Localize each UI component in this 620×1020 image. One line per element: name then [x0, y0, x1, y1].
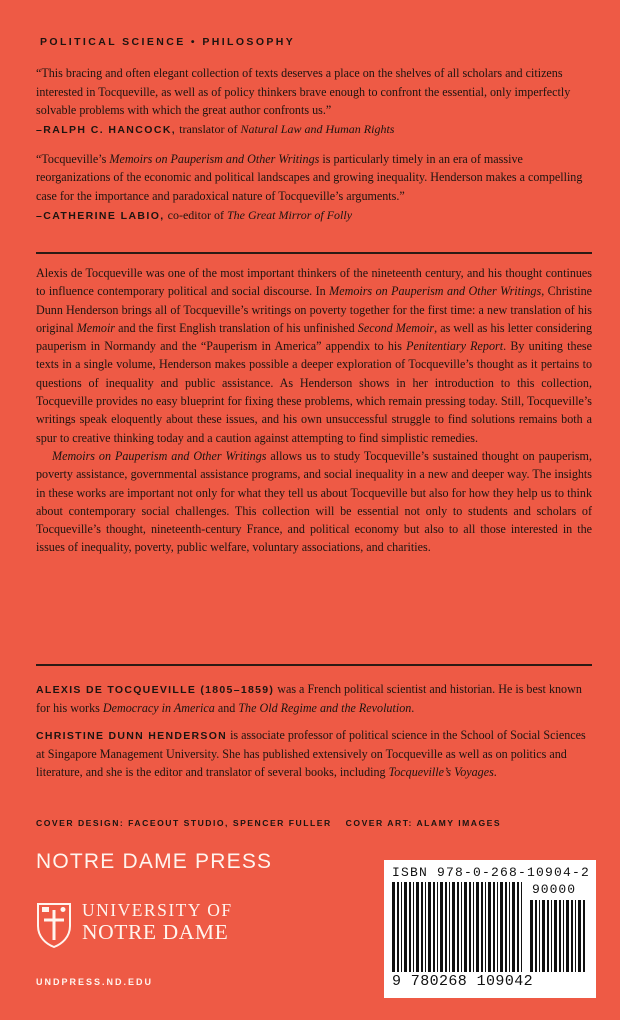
endorsement-quote: “This bracing and often elegant collection of texts deserves a place on the shelves of all scholars and citizens interested in Tocqueville, as well as of policy thinkers brave enough to confront the essential, only imperfectly solvable problems with which the great author confronts us.”: [36, 66, 571, 118]
bio-text: .: [411, 701, 415, 716]
cover-credits: [36, 818, 501, 828]
desc-text: , as well as his letter considering pauperism in Normandy and the “Pauperism in America” appendix to his: [36, 320, 592, 354]
endorser-role: translator of: [176, 121, 241, 136]
book-description: [36, 264, 592, 557]
university-line1: UNIVERSITY OF: [82, 900, 233, 920]
cover-design-credit: COVER DESIGN: FACEOUT STUDIO, SPENCER FULLER: [36, 818, 332, 828]
bio-text: and: [214, 701, 239, 716]
endorser-work: The Great Mirror of Folly: [226, 207, 353, 222]
desc-text: allows us to study Tocqueville’s sustained thought on pauperism, poverty assistance, governmental assistance programs, and social inequality in a new and deeper way. The insights in these works are important not only for what they tell us about Tocqueville but also for how they help us to think about contemporary social challenges. This collection will be essential not only to students and scholars of Tocqueville’s thought, nineteenth-century France, and political economy but also to all those interested in the issues of inequality, poverty, public welfare, voluntary associations, and charities.: [36, 448, 592, 555]
quote-book-title: Memoirs on Pauperism and Other Writings: [109, 151, 320, 166]
barcode-bars: [392, 882, 526, 972]
quote-text: “Tocqueville’s: [36, 151, 110, 166]
bio-text: was a French political scientist and historian. He is best known for his works: [36, 682, 582, 716]
desc-text: and the first English translation of his unfinished: [115, 320, 358, 335]
bio-text: is associate professor of political science in the School of Social Sciences at Singapore Management University. She has published extensively on Tocqueville as well as on politics and literature, and she is the editor and translator of several books, including: [36, 727, 586, 780]
bio-dates: (1805–1859): [196, 684, 275, 696]
price-barcode-bars: [530, 900, 586, 972]
bio-name: ALEXIS DE TOCQUEVILLE: [36, 684, 197, 696]
cover-art-credit: COVER ART: ALAMY IMAGES: [345, 818, 502, 828]
publisher-url: UNDPRESS.ND.EDU: [36, 977, 154, 987]
bio-henderson: [36, 726, 592, 782]
bio-text: .: [493, 765, 497, 780]
barcode-digits: 9 780268 109042: [392, 973, 534, 990]
isbn-label: ISBN 978-0-268-10904-2: [392, 865, 591, 880]
desc-text: , Christine Dunn Henderson brings all of Tocqueville’s writings on poverty together for the first time: a new translation of his original: [36, 284, 592, 335]
university-name: [82, 900, 233, 945]
university-logo: [36, 900, 276, 960]
endorser-work: Natural Law and Human Rights: [240, 121, 395, 136]
endorsement-labio: [36, 150, 592, 225]
barcode: [384, 860, 596, 998]
quote-text: is particularly timely in an era of massive reorganizations of the economic and political landscapes and growing inequality. Henderson makes a compelling case for the importance and paradoxical nature of Tocqueville’s arguments.”: [36, 151, 583, 203]
price-code: 90000: [532, 882, 577, 897]
bio-name: CHRISTINE DUNN HENDERSON: [36, 729, 228, 742]
desc-title: Penitentiary Report: [406, 339, 504, 354]
endorsements: [36, 64, 592, 225]
endorser-name: –CATHERINE LABIO,: [36, 209, 165, 222]
desc-text: . By uniting these texts in a single volume, Henderson makes possible a deeper exploration of Tocqueville’s thought as it pertains to questions of inequality and public assistance. As Henderson shows in her introduction to this collection, Tocqueville provides no easy blueprint for fixing these problems, which remain pressing today. Still, Tocqueville’s writings speak eloquently about these issues, and his own unsuccessful struggle to find solutions remains both a spur to creative thinking today and a caution against attempting to find simplistic remedies.: [36, 339, 593, 445]
shield-icon: [36, 902, 72, 948]
bio-work: Tocqueville’s Voyages: [388, 765, 494, 780]
endorser-role: co-editor of: [164, 207, 227, 222]
author-bios: [36, 680, 592, 789]
press-name: NOTRE DAME PRESS: [36, 850, 273, 873]
university-line2: NOTRE DAME: [82, 920, 229, 944]
endorsement-attribution: [36, 120, 592, 139]
desc-title: Memoir: [76, 320, 116, 335]
category-label: POLITICAL SCIENCE • PHILOSOPHY: [40, 36, 296, 48]
endorsement-hancock: [36, 64, 592, 139]
bio-work: The Old Regime and the Revolution: [238, 701, 412, 716]
endorser-name: –RALPH C. HANCOCK,: [36, 123, 177, 136]
bio-tocqueville: [36, 680, 592, 718]
description-paragraph: [36, 264, 592, 447]
desc-title: Memoirs on Pauperism and Other Writings: [52, 448, 267, 463]
divider: [36, 252, 592, 254]
description-paragraph: [36, 447, 592, 557]
endorsement-attribution: [36, 206, 592, 225]
bio-work: Democracy in America: [102, 701, 215, 716]
divider: [36, 664, 592, 666]
desc-title: Memoirs on Pauperism and Other Writings: [329, 284, 542, 299]
desc-text: Alexis de Tocqueville was one of the most important thinkers of the nineteenth century, and his thought continues to influence contemporary political and social discourse. In: [36, 266, 592, 299]
desc-title: Second Memoir: [357, 320, 435, 335]
endorsement-quote: [36, 150, 592, 206]
